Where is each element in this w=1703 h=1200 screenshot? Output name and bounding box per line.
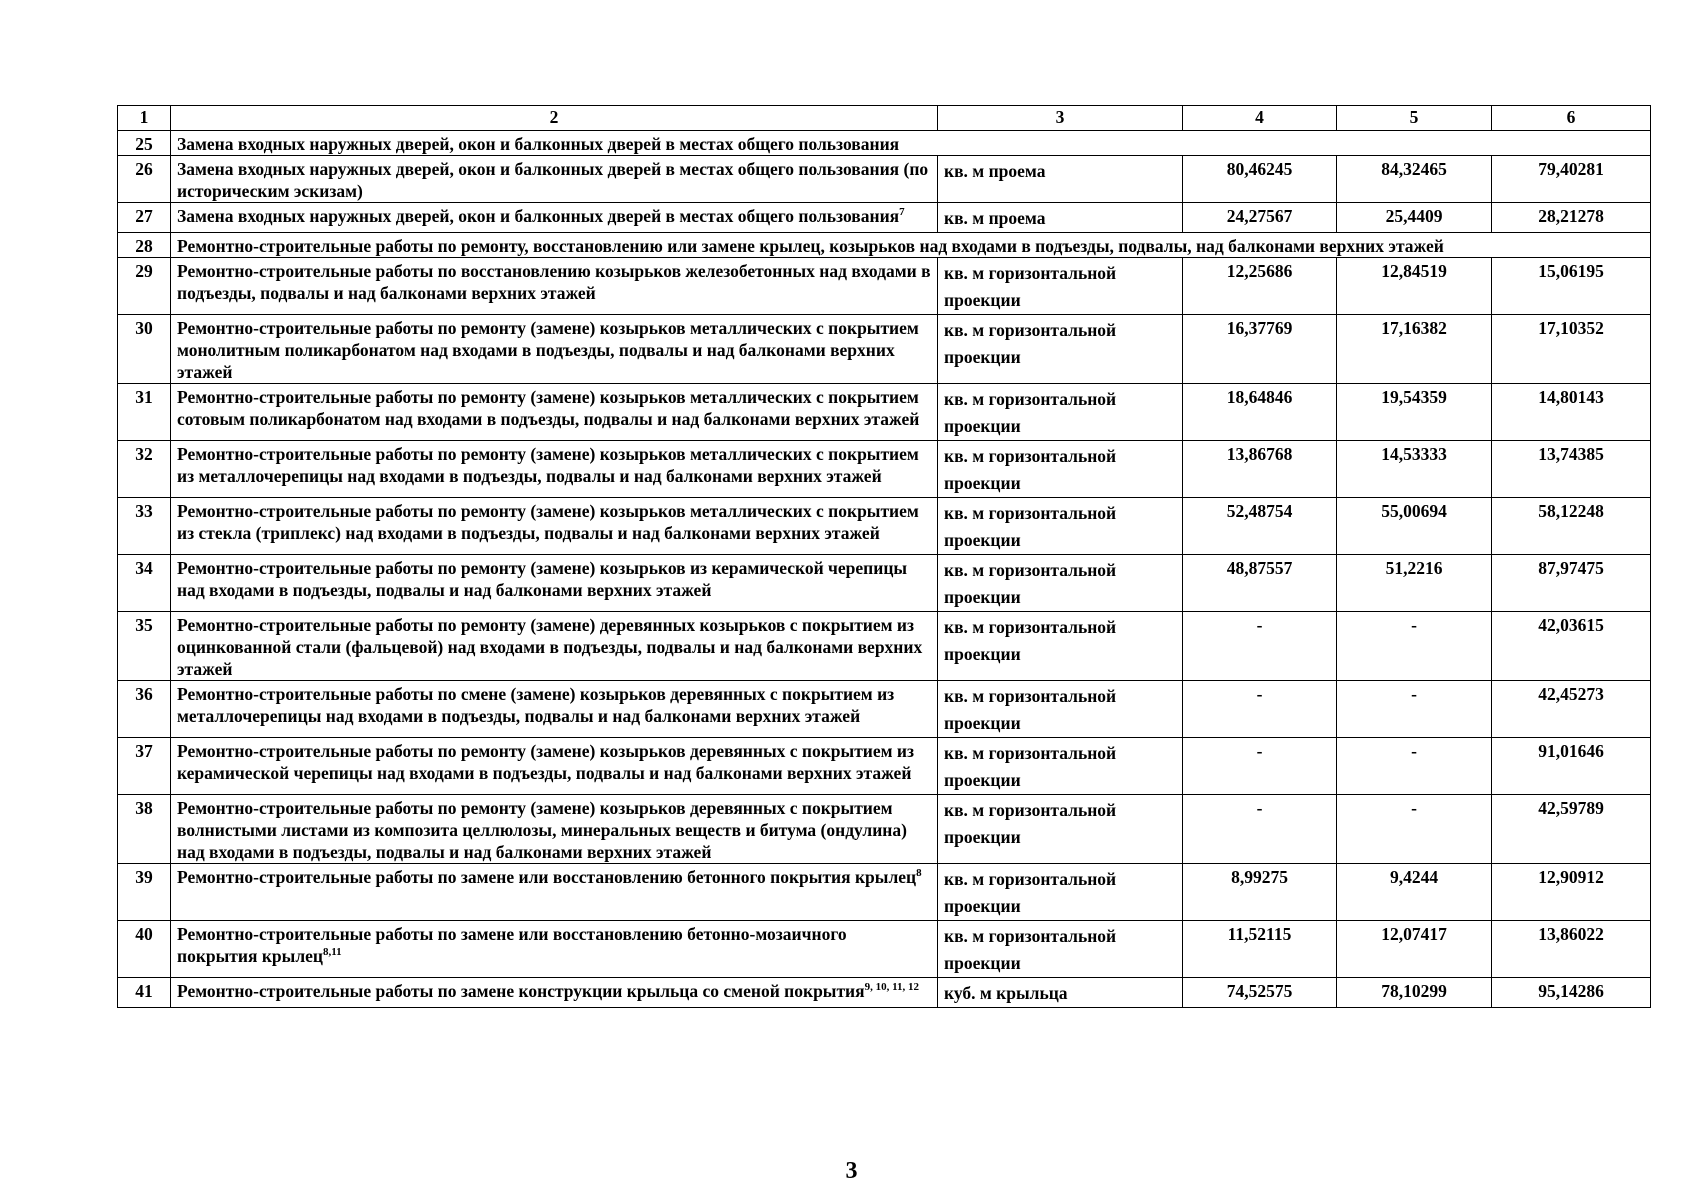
column-number-row bbox=[118, 106, 1651, 131]
value-col-5: 12,84519 bbox=[1337, 258, 1492, 315]
table-row bbox=[118, 921, 1651, 978]
unit-of-measure: кв. м горизонтальной проекции bbox=[938, 921, 1183, 978]
table-row bbox=[118, 978, 1651, 1008]
value-col-4: 16,37769 bbox=[1183, 315, 1337, 384]
work-description bbox=[171, 203, 938, 233]
work-description-text: Ремонтно-строительные работы по ремонту (замене) козырьков деревянных с покрытием волнистыми листами из композита целлюлозы, минеральных веществ и битума (ондулина) над входами в подъезды, подвалы и над балконами верхних этажей bbox=[177, 798, 907, 862]
work-description bbox=[171, 978, 938, 1008]
table-row bbox=[118, 203, 1651, 233]
work-description-text: Ремонтно-строительные работы по ремонту (замене) деревянных козырьков с покрытием из оцинкованной стали (фальцевой) над входами в подъезды, подвалы и над балконами верхних этажей bbox=[177, 615, 923, 679]
value-col-6: 13,74385 bbox=[1492, 441, 1651, 498]
value-col-5: 25,4409 bbox=[1337, 203, 1492, 233]
table-row bbox=[118, 258, 1651, 315]
header-cell: 2 bbox=[171, 106, 938, 131]
row-number: 40 bbox=[118, 921, 171, 978]
row-number: 27 bbox=[118, 203, 171, 233]
value-col-5: 78,10299 bbox=[1337, 978, 1492, 1008]
section-title: Замена входных наружных дверей, окон и балконных дверей в местах общего пользования bbox=[171, 131, 1651, 156]
value-col-4: 24,27567 bbox=[1183, 203, 1337, 233]
row-number: 30 bbox=[118, 315, 171, 384]
table-row bbox=[118, 441, 1651, 498]
header-cell: 3 bbox=[938, 106, 1183, 131]
page-number: 3 bbox=[845, 1158, 858, 1184]
value-col-4: - bbox=[1183, 738, 1337, 795]
value-col-6: 91,01646 bbox=[1492, 738, 1651, 795]
table-row bbox=[118, 612, 1651, 681]
value-col-6: 28,21278 bbox=[1492, 203, 1651, 233]
table-row bbox=[118, 864, 1651, 921]
unit-of-measure: кв. м горизонтальной проекции bbox=[938, 681, 1183, 738]
table-row bbox=[118, 156, 1651, 203]
work-description bbox=[171, 921, 938, 978]
value-col-5: 14,53333 bbox=[1337, 441, 1492, 498]
work-description bbox=[171, 612, 938, 681]
row-number: 36 bbox=[118, 681, 171, 738]
work-description bbox=[171, 258, 938, 315]
value-col-6: 42,03615 bbox=[1492, 612, 1651, 681]
value-col-6: 15,06195 bbox=[1492, 258, 1651, 315]
unit-of-measure: кв. м горизонтальной проекции bbox=[938, 498, 1183, 555]
table-row bbox=[118, 795, 1651, 864]
work-description-text: Ремонтно-строительные работы по смене (замене) козырьков деревянных с покрытием из металлочерепицы над входами в подъезды, подвалы и над балконами верхних этажей bbox=[177, 684, 895, 726]
work-description bbox=[171, 384, 938, 441]
value-col-6: 17,10352 bbox=[1492, 315, 1651, 384]
work-description bbox=[171, 864, 938, 921]
row-number: 28 bbox=[118, 233, 171, 258]
footnote-ref: 9, 10, 11, 12 bbox=[864, 981, 920, 994]
value-col-4: 18,64846 bbox=[1183, 384, 1337, 441]
value-col-4: 52,48754 bbox=[1183, 498, 1337, 555]
table-row bbox=[118, 555, 1651, 612]
header-cell: 6 bbox=[1492, 106, 1651, 131]
value-col-5: - bbox=[1337, 795, 1492, 864]
work-description bbox=[171, 555, 938, 612]
value-col-6: 14,80143 bbox=[1492, 384, 1651, 441]
value-col-4: 11,52115 bbox=[1183, 921, 1337, 978]
work-description bbox=[171, 498, 938, 555]
work-description-text: Ремонтно-строительные работы по ремонту (замене) козырьков металлических с покрытием монолитным поликарбонатом над входами в подъезды, подвалы и над балконами верхних этажей bbox=[177, 318, 919, 382]
unit-of-measure: кв. м горизонтальной проекции bbox=[938, 258, 1183, 315]
row-number: 31 bbox=[118, 384, 171, 441]
work-description bbox=[171, 681, 938, 738]
unit-of-measure: кв. м горизонтальной проекции bbox=[938, 315, 1183, 384]
work-description bbox=[171, 441, 938, 498]
work-description-text: Замена входных наружных дверей, окон и балконных дверей в местах общего пользования (по историческим эскизам) bbox=[177, 159, 929, 201]
value-col-5: - bbox=[1337, 681, 1492, 738]
unit-of-measure: кв. м горизонтальной проекции bbox=[938, 612, 1183, 681]
work-description-text: Ремонтно-строительные работы по ремонту (замене) козырьков металлических с покрытием из стекла (триплекс) над входами в подъезды, подвалы и над балконами верхних этажей bbox=[177, 501, 919, 543]
unit-of-measure: кв. м проема bbox=[938, 156, 1183, 203]
footnote-ref: 8,11 bbox=[322, 946, 342, 959]
value-col-5: 17,16382 bbox=[1337, 315, 1492, 384]
work-description bbox=[171, 738, 938, 795]
table-row bbox=[118, 681, 1651, 738]
value-col-4: 12,25686 bbox=[1183, 258, 1337, 315]
work-description-text: Ремонтно-строительные работы по ремонту (замене) козырьков деревянных с покрытием из керамической черепицы над входами в подъезды, подвалы и над балконами верхних этажей bbox=[177, 741, 915, 783]
table-body bbox=[118, 131, 1651, 1008]
value-col-5: 51,2216 bbox=[1337, 555, 1492, 612]
row-number: 39 bbox=[118, 864, 171, 921]
work-description-text: Замена входных наружных дверей, окон и балконных дверей в местах общего пользования bbox=[177, 206, 900, 226]
table-row bbox=[118, 738, 1651, 795]
value-col-4: 8,99275 bbox=[1183, 864, 1337, 921]
row-number: 26 bbox=[118, 156, 171, 203]
work-description-text: Ремонтно-строительные работы по восстановлению козырьков железобетонных над входами в подъезды, подвалы и над балконами верхних этажей bbox=[177, 261, 931, 303]
row-number: 25 bbox=[118, 131, 171, 156]
footnote-ref: 7 bbox=[899, 206, 905, 219]
row-number: 32 bbox=[118, 441, 171, 498]
unit-of-measure: кв. м проема bbox=[938, 203, 1183, 233]
value-col-6: 42,59789 bbox=[1492, 795, 1651, 864]
unit-of-measure: кв. м горизонтальной проекции bbox=[938, 384, 1183, 441]
header-cell: 1 bbox=[118, 106, 171, 131]
rates-table bbox=[117, 105, 1651, 1008]
row-number: 38 bbox=[118, 795, 171, 864]
value-col-5: 9,4244 bbox=[1337, 864, 1492, 921]
value-col-4: 74,52575 bbox=[1183, 978, 1337, 1008]
row-number: 34 bbox=[118, 555, 171, 612]
value-col-5: 55,00694 bbox=[1337, 498, 1492, 555]
footnote-ref: 8 bbox=[916, 867, 922, 880]
value-col-4: 80,46245 bbox=[1183, 156, 1337, 203]
work-description-text: Ремонтно-строительные работы по ремонту (замене) козырьков металлических с покрытием сотовым поликарбонатом над входами в подъезды, подвалы и над балконами верхних этажей bbox=[177, 387, 920, 429]
unit-of-measure: кв. м горизонтальной проекции bbox=[938, 555, 1183, 612]
value-col-5: - bbox=[1337, 738, 1492, 795]
value-col-6: 12,90912 bbox=[1492, 864, 1651, 921]
value-col-5: 12,07417 bbox=[1337, 921, 1492, 978]
row-number: 41 bbox=[118, 978, 171, 1008]
section-row bbox=[118, 233, 1651, 258]
unit-of-measure: кв. м горизонтальной проекции bbox=[938, 738, 1183, 795]
header-cell: 5 bbox=[1337, 106, 1492, 131]
value-col-6: 87,97475 bbox=[1492, 555, 1651, 612]
work-description-text: Ремонтно-строительные работы по замене или восстановлению бетонного покрытия крылец bbox=[177, 867, 917, 887]
work-description-text: Ремонтно-строительные работы по ремонту (замене) козырьков из керамической черепицы над входами в подъезды, подвалы и над балконами верхних этажей bbox=[177, 558, 908, 600]
value-col-6: 95,14286 bbox=[1492, 978, 1651, 1008]
value-col-5: - bbox=[1337, 612, 1492, 681]
value-col-5: 19,54359 bbox=[1337, 384, 1492, 441]
row-number: 29 bbox=[118, 258, 171, 315]
value-col-4: - bbox=[1183, 612, 1337, 681]
value-col-4: 48,87557 bbox=[1183, 555, 1337, 612]
row-number: 33 bbox=[118, 498, 171, 555]
work-description-text: Ремонтно-строительные работы по замене конструкции крыльца со сменой покрытия bbox=[177, 981, 865, 1001]
value-col-4: - bbox=[1183, 681, 1337, 738]
value-col-6: 58,12248 bbox=[1492, 498, 1651, 555]
row-number: 35 bbox=[118, 612, 171, 681]
value-col-5: 84,32465 bbox=[1337, 156, 1492, 203]
work-description bbox=[171, 795, 938, 864]
unit-of-measure: кв. м горизонтальной проекции bbox=[938, 795, 1183, 864]
value-col-6: 42,45273 bbox=[1492, 681, 1651, 738]
row-number: 37 bbox=[118, 738, 171, 795]
section-title: Ремонтно-строительные работы по ремонту, восстановлению или замене крылец, козырьков над входами в подъезды, подвалы, над балконами верхних этажей bbox=[171, 233, 1651, 258]
unit-of-measure: кв. м горизонтальной проекции bbox=[938, 864, 1183, 921]
work-description bbox=[171, 156, 938, 203]
table-row bbox=[118, 384, 1651, 441]
table-row bbox=[118, 498, 1651, 555]
value-col-6: 79,40281 bbox=[1492, 156, 1651, 203]
section-row bbox=[118, 131, 1651, 156]
value-col-4: - bbox=[1183, 795, 1337, 864]
work-description bbox=[171, 315, 938, 384]
work-description-text: Ремонтно-строительные работы по замене или восстановлению бетонно-мозаичного покрытия крылец bbox=[177, 924, 847, 966]
unit-of-measure: куб. м крыльца bbox=[938, 978, 1183, 1008]
value-col-4: 13,86768 bbox=[1183, 441, 1337, 498]
unit-of-measure: кв. м горизонтальной проекции bbox=[938, 441, 1183, 498]
table-row bbox=[118, 315, 1651, 384]
header-cell: 4 bbox=[1183, 106, 1337, 131]
work-description-text: Ремонтно-строительные работы по ремонту (замене) козырьков металлических с покрытием из металлочерепицы над входами в подъезды, подвалы и над балконами верхних этажей bbox=[177, 444, 919, 486]
value-col-6: 13,86022 bbox=[1492, 921, 1651, 978]
